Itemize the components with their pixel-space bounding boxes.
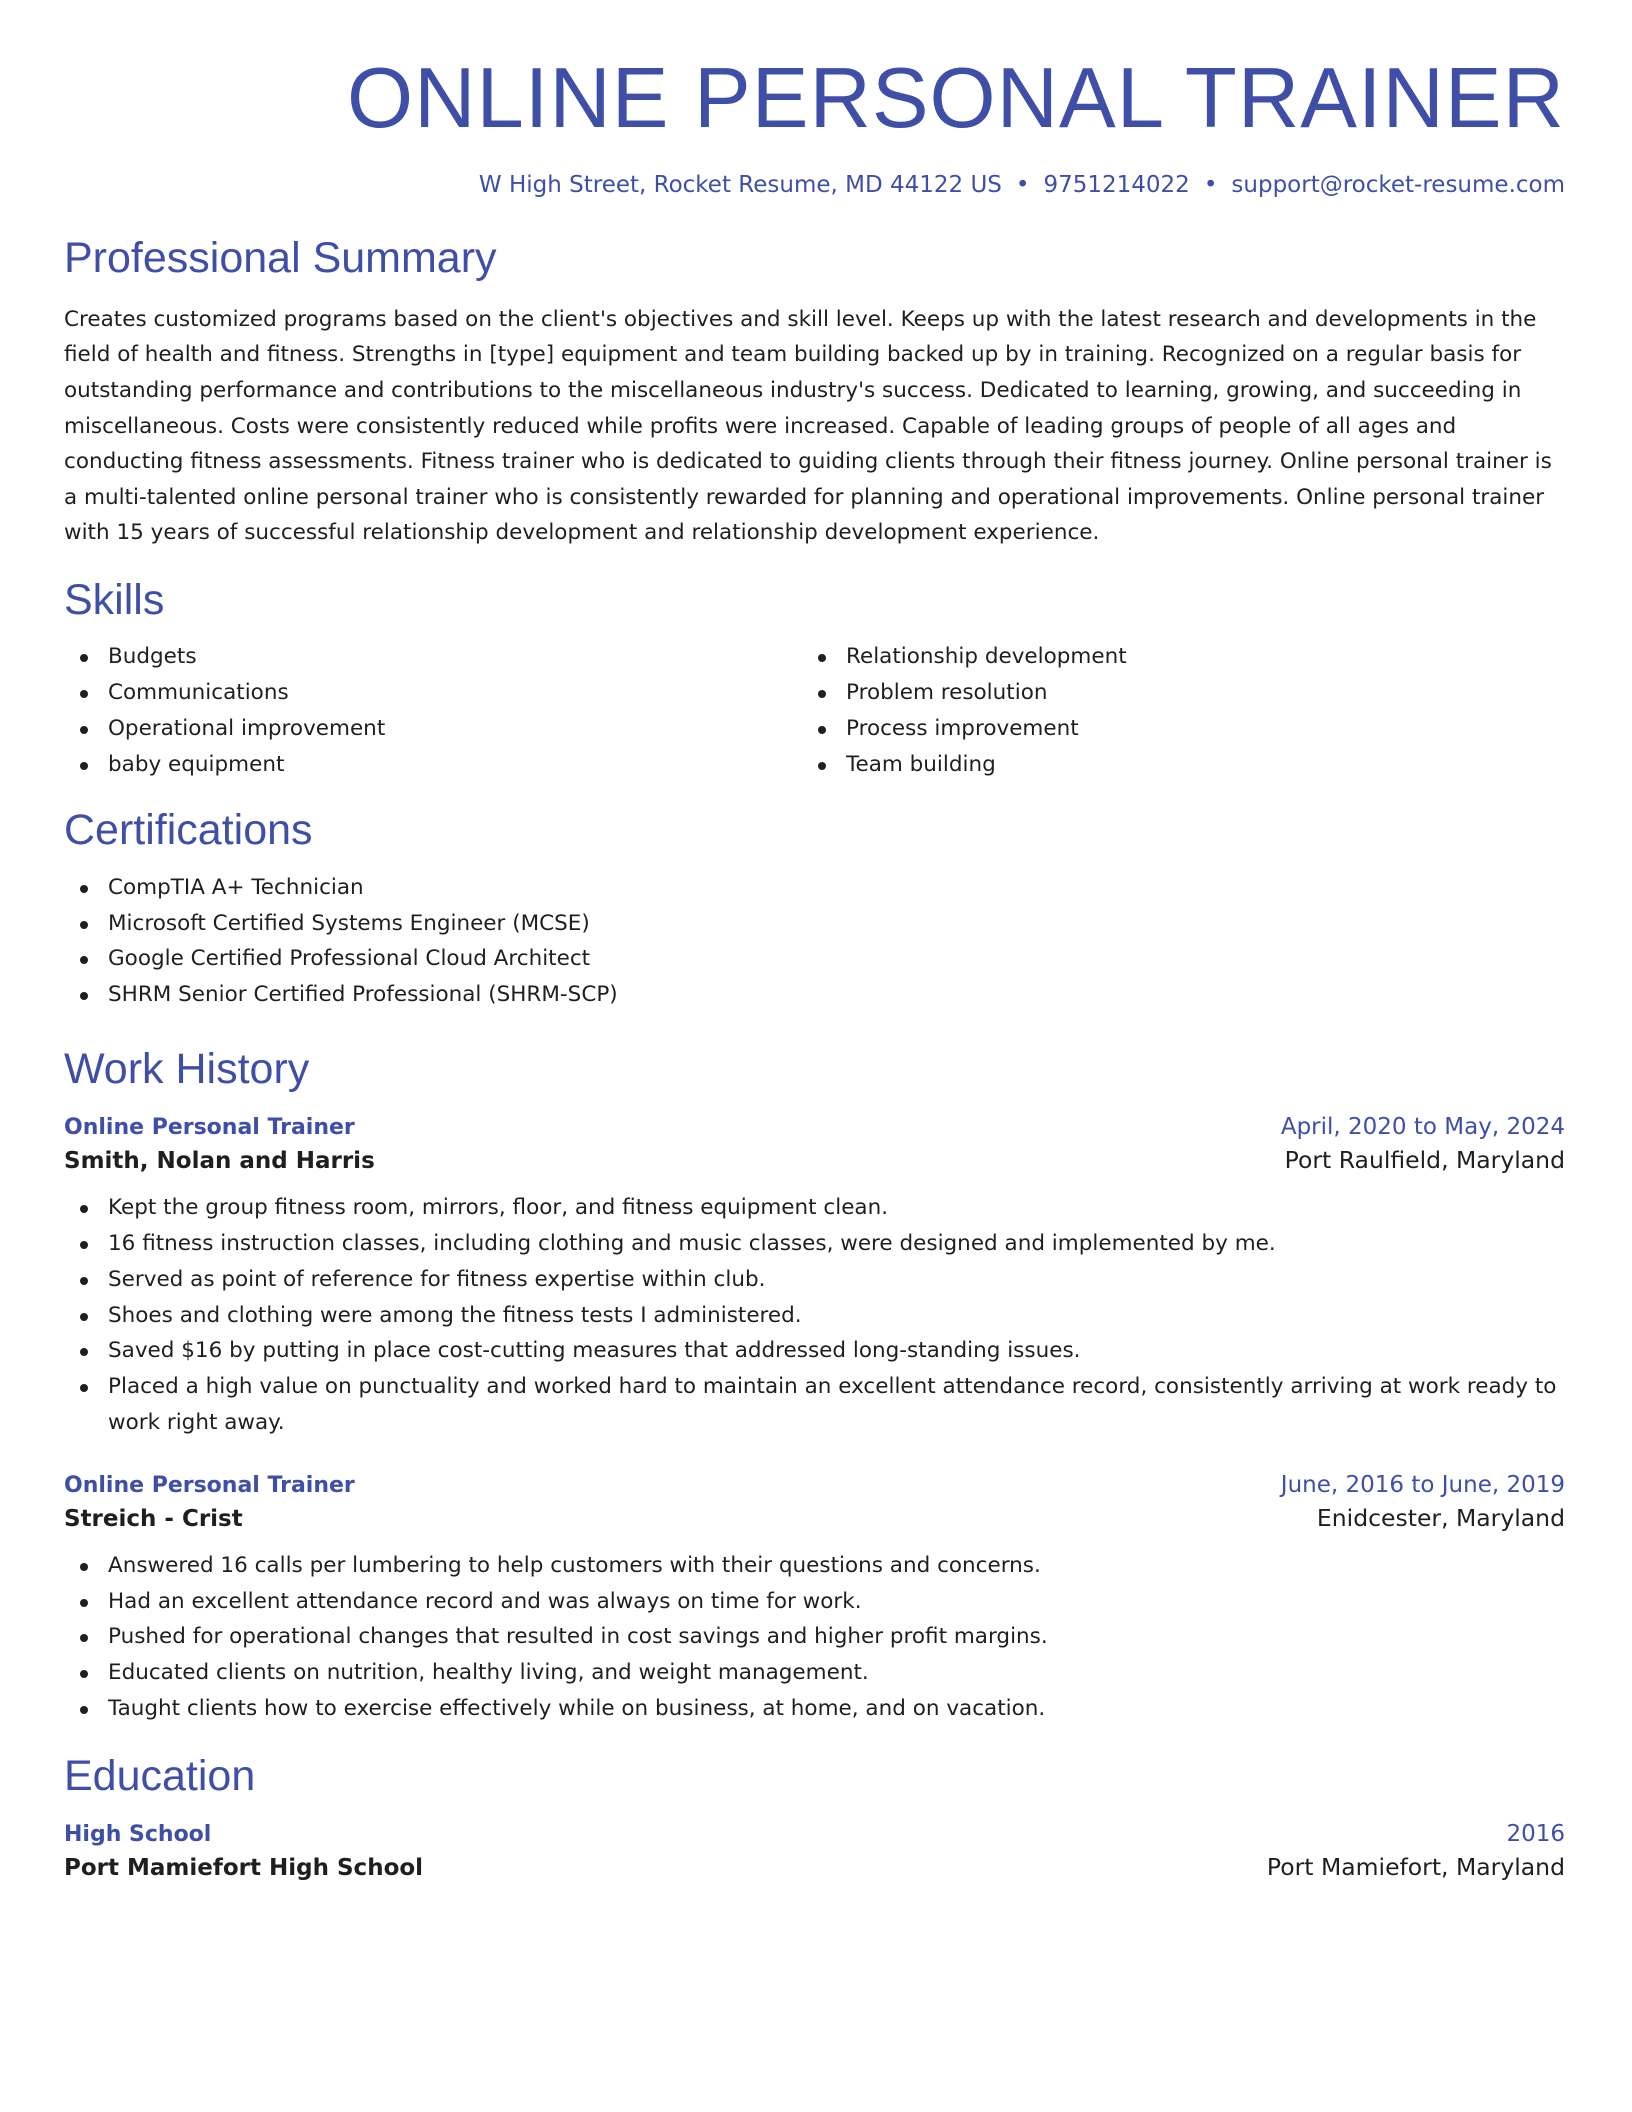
job-bullets: [64, 1548, 1565, 1727]
certifications-section: [64, 807, 1565, 1012]
candidate-name: ONLINE PERSONAL TRAINER: [346, 51, 1565, 146]
degree: High School: [64, 1822, 212, 1848]
resume-header: [64, 0, 1565, 198]
school-name: Port Mamiefort High School: [64, 1855, 424, 1882]
job-bullet: Served as point of reference for fitness expertise within club.: [64, 1262, 1565, 1298]
job-bullet: Saved $16 by putting in place cost-cutting measures that addressed long-standing issues.: [64, 1333, 1565, 1369]
job-location: Enidcester, Maryland: [1316, 1503, 1565, 1532]
skill-item: Operational improvement: [64, 711, 802, 747]
job-bullet: Educated clients on nutrition, healthy living, and weight management.: [64, 1655, 1565, 1691]
job-bullet: Kept the group fitness room, mirrors, floor, and fitness equipment clean.: [64, 1190, 1565, 1226]
summary-text: Creates customized programs based on the client's objectives and skill level. Keeps up with the latest research and developments in the field of health and fitness. Strengths in [type] equipment and team building backed up by in training. Recognized on a regular basis for outstanding performance and contributions to the miscellaneous industry's success. Dedicated to learning, growing, and succeeding in miscellaneous. Costs were consistently reduced while profits were increased. Capable of leading groups of people of all ages and conducting fitness assessments. Fitness trainer who is dedicated to guiding clients through their fitness journey. Online personal trainer is a multi-talented online personal trainer who is consistently rewarded for planning and operational improvements. Online personal trainer with 15 years of successful relationship development and relationship development experience.: [64, 306, 1552, 546]
job-location: Port Raulfield, Maryland: [1284, 1146, 1565, 1175]
separator-dot: •: [1015, 171, 1030, 198]
school-location: Port Mamiefort, Maryland: [1266, 1853, 1565, 1882]
job-title-row: [64, 1472, 1565, 1498]
phone: 9751214022: [1043, 171, 1190, 198]
job-entry: [64, 1114, 1565, 1441]
job-title: Online Personal Trainer: [64, 1115, 355, 1141]
skill-item: Communications: [64, 675, 802, 711]
section-title-work-history: Work History: [64, 1044, 310, 1093]
job-company-row: [64, 1504, 1565, 1532]
job-bullet: Pushed for operational changes that resulted in cost savings and higher profit margins.: [64, 1619, 1565, 1655]
skill-item: baby equipment: [64, 747, 802, 783]
section-title-skills: Skills: [64, 575, 165, 624]
skills-section: [64, 577, 1565, 782]
company-name: Smith, Nolan and Harris: [64, 1148, 375, 1175]
job-dates: April, 2020 to May, 2024: [1280, 1114, 1565, 1141]
work-history-section: [64, 1046, 1565, 1727]
job-bullet: Answered 16 calls per lumbering to help customers with their questions and concerns.: [64, 1548, 1565, 1584]
job-bullet: Placed a high value on punctuality and worked hard to maintain an excellent attendance record, consistently arriving at work ready to work right away.: [64, 1369, 1565, 1441]
certifications-list: [64, 870, 1565, 1013]
address: W High Street, Rocket Resume, MD 44122 US: [478, 171, 1002, 198]
certification-item: SHRM Senior Certified Professional (SHRM-SCP): [64, 977, 1565, 1013]
certification-item: Microsoft Certified Systems Engineer (MCSE): [64, 906, 1565, 942]
education-title-row: [64, 1821, 1565, 1847]
section-title-certifications: Certifications: [64, 806, 313, 855]
skill-item: Team building: [802, 747, 1540, 783]
job-bullet: 16 fitness instruction classes, including clothing and music classes, were designed and implemented by me.: [64, 1226, 1565, 1262]
email: support@rocket-resume.com: [1231, 171, 1565, 198]
section-title-education: Education: [64, 1751, 256, 1800]
skills-grid: [64, 639, 1565, 782]
skill-item: Budgets: [64, 639, 802, 675]
job-company-row: [64, 1146, 1565, 1174]
company-name: Streich - Crist: [64, 1505, 243, 1532]
summary-section: [64, 235, 1565, 551]
job-bullet: Taught clients how to exercise effectively while on business, at home, and on vacation.: [64, 1691, 1565, 1727]
job-title: Online Personal Trainer: [64, 1472, 355, 1498]
job-entry: [64, 1472, 1565, 1727]
job-title-row: [64, 1114, 1565, 1140]
graduation-year: 2016: [1506, 1821, 1565, 1848]
skill-item: Relationship development: [802, 639, 1540, 675]
section-title-summary: Professional Summary: [64, 233, 497, 282]
certification-item: CompTIA A+ Technician: [64, 870, 1565, 906]
contact-line: [64, 172, 1565, 198]
skill-item: Problem resolution: [802, 675, 1540, 711]
education-school-row: [64, 1853, 1565, 1881]
separator-dot: •: [1203, 171, 1218, 198]
certification-item: Google Certified Professional Cloud Architect: [64, 941, 1565, 977]
job-bullet: Had an excellent attendance record and was always on time for work.: [64, 1584, 1565, 1620]
job-bullets: [64, 1190, 1565, 1441]
education-section: [64, 1753, 1565, 1881]
job-dates: June, 2016 to June, 2019: [1280, 1471, 1565, 1498]
skill-item: Process improvement: [802, 711, 1540, 747]
skills-list-right: [802, 639, 1540, 782]
skills-list-left: [64, 639, 802, 782]
job-bullet: Shoes and clothing were among the fitness tests I administered.: [64, 1298, 1565, 1334]
